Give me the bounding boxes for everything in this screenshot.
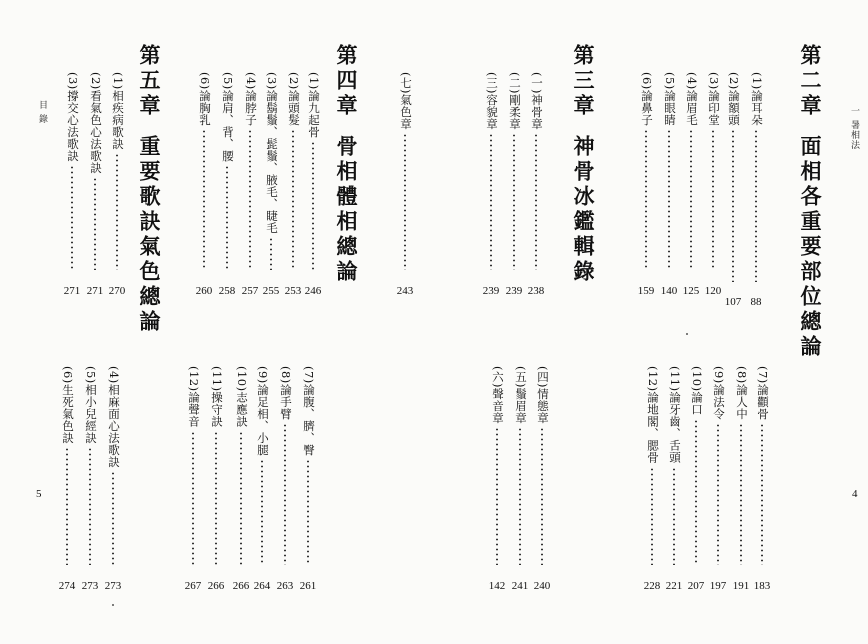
toc-entry-page: 263: [276, 580, 294, 592]
toc-entry-label: (七)氣色章: [399, 72, 413, 130]
toc-entry-page: 258: [218, 285, 236, 297]
toc-entry-page: 197: [709, 580, 727, 592]
toc-entry-page: 273: [104, 580, 122, 592]
toc-entry-label: (6)生死氣色訣: [61, 366, 75, 444]
toc-entry-label: (五)鬚眉章: [514, 366, 528, 424]
toc-entry-label: (4)論脖子: [244, 72, 258, 126]
toc-leader-dots: [404, 133, 406, 270]
toc-leader-dots: [270, 237, 272, 270]
toc-entry-page: 246: [304, 285, 322, 297]
toc-leader-dots: [292, 129, 294, 270]
page-number-left: 5: [36, 488, 42, 500]
toc-entry-page: 241: [511, 580, 529, 592]
toc-leader-dots: [761, 423, 763, 565]
toc-leader-dots: [94, 177, 96, 270]
toc-entry-page: 274: [58, 580, 76, 592]
toc-leader-dots: [732, 129, 734, 282]
chapter-heading: 面相各重要部位總論: [798, 135, 823, 360]
toc-leader-dots: [541, 427, 543, 565]
toc-entry-page: 120: [704, 285, 722, 297]
toc-entry-label: (9)論法令: [712, 366, 726, 420]
chapter-title: [573, 44, 594, 285]
toc-entry-label: (2)看氣色心法歌訣: [89, 72, 103, 174]
toc-entry-label: (六)聲音章: [491, 366, 505, 424]
toc-entry-label: (11)論牙齒、舌頭: [668, 366, 682, 464]
toc-entry-page: 238: [527, 285, 545, 297]
toc-entry-label: (3)論鬍鬚、髭鬚、腋毛、睫毛: [265, 72, 279, 234]
toc-leader-dots: [284, 423, 286, 565]
toc-leader-dots: [240, 431, 242, 565]
toc-entry-page: 266: [207, 580, 225, 592]
toc-entry-label: (3)撐交心法歌訣: [66, 72, 80, 162]
toc-entry-label: (12)論聲音: [187, 366, 201, 428]
toc-leader-dots: [519, 427, 521, 565]
toc-leader-dots: [249, 129, 251, 270]
toc-leader-dots: [673, 467, 675, 565]
toc-entry-page: 266: [232, 580, 250, 592]
toc-entry-page: 255: [262, 285, 280, 297]
toc-entry-page: 183: [753, 580, 771, 592]
toc-entry-label: (8)論人中: [735, 366, 749, 420]
toc-entry-page: 264: [253, 580, 271, 592]
toc-entry-page: 273: [81, 580, 99, 592]
toc-entry-label: (7)論顴骨: [756, 366, 770, 420]
toc-entry-label: (6)論鼻子: [640, 72, 654, 126]
toc-entry-label: (5)相小兒經訣: [84, 366, 98, 444]
chapter-number: 第五章: [137, 44, 162, 119]
toc-entry-page: 191: [732, 580, 750, 592]
toc-entry-label: (4)相麻面心法歌訣: [107, 366, 121, 468]
toc-entry-label: (1)論九起骨: [307, 72, 321, 138]
toc-leader-dots: [690, 129, 692, 270]
toc-entry-label: (5)論肩、背、腰: [221, 72, 235, 162]
toc-entry-page: 125: [682, 285, 700, 297]
toc-leader-dots: [192, 431, 194, 565]
toc-entry-label: (11)操守訣: [210, 366, 224, 428]
toc-entry-page: 261: [299, 580, 317, 592]
toc-entry-page: 221: [665, 580, 683, 592]
toc-leader-dots: [668, 129, 670, 270]
toc-entry-label: (一)神骨章: [530, 72, 544, 130]
toc-entry-page: 207: [687, 580, 705, 592]
toc-entry-page: 243: [396, 285, 414, 297]
chapter-heading: 神骨冰鑑輯錄: [571, 135, 596, 285]
chapter-heading: 骨相體相總論: [334, 135, 359, 285]
chapter-title: [800, 44, 821, 360]
toc-entry-page: 142: [488, 580, 506, 592]
toc-entry-label: (1)相疾病歌訣: [111, 72, 125, 150]
toc-entry-page: 240: [533, 580, 551, 592]
scan-speck: [112, 604, 114, 606]
toc-leader-dots: [312, 141, 314, 270]
toc-entry-label: (10)志應訣: [235, 366, 249, 428]
toc-entry-label: (6)論胸乳: [198, 72, 212, 126]
toc-entry-label: (1)論耳朵: [750, 72, 764, 126]
toc-entry-page: 239: [482, 285, 500, 297]
toc-entry-page: 159: [637, 285, 655, 297]
chapter-title: [139, 44, 160, 335]
toc-entry-label: (5)論眼睛: [663, 72, 677, 126]
toc-entry-label: (二)剛柔章: [508, 72, 522, 130]
toc-leader-dots: [712, 129, 714, 270]
toc-leader-dots: [490, 133, 492, 270]
toc-entry-label: (9)論足相、小腿: [256, 366, 270, 456]
toc-entry-label: (2)論頭髮: [287, 72, 301, 126]
toc-leader-dots: [261, 459, 263, 565]
toc-leader-dots: [112, 471, 114, 565]
chapter-title: [336, 44, 357, 285]
toc-entry-page: 270: [108, 285, 126, 297]
toc-entry-label: (三)容貌章: [485, 72, 499, 130]
toc-leader-dots: [695, 419, 697, 565]
toc-leader-dots: [645, 129, 647, 270]
toc-entry-page: 260: [195, 285, 213, 297]
scan-speck: [686, 333, 688, 335]
toc-entry-page: 271: [86, 285, 104, 297]
running-header-right: 一 暑相法: [849, 106, 859, 150]
toc-entry-label: (10)論口: [690, 366, 704, 416]
toc-leader-dots: [717, 423, 719, 565]
toc-entry-page: 228: [643, 580, 661, 592]
toc-leader-dots: [496, 427, 498, 565]
page-number-right: 4: [852, 488, 858, 500]
toc-leader-dots: [535, 133, 537, 270]
chapter-number: 第四章: [334, 44, 359, 119]
toc-entry-page: 88: [750, 296, 762, 308]
toc-entry-page: 257: [241, 285, 259, 297]
toc-entry-page: 267: [184, 580, 202, 592]
toc-entry-page: 271: [63, 285, 81, 297]
toc-entry-page: 253: [284, 285, 302, 297]
toc-entry-label: (2)論額頭: [727, 72, 741, 126]
toc-leader-dots: [307, 459, 309, 565]
toc-leader-dots: [215, 431, 217, 565]
toc-entry-label: (8)論手臂: [279, 366, 293, 420]
toc-entry-page: 239: [505, 285, 523, 297]
toc-leader-dots: [66, 447, 68, 565]
toc-leader-dots: [513, 133, 515, 270]
toc-entry-label: (12)論地閣、腮骨: [646, 366, 660, 464]
toc-leader-dots: [740, 423, 742, 565]
toc-leader-dots: [755, 129, 757, 282]
toc-leader-dots: [89, 447, 91, 565]
toc-leader-dots: [651, 467, 653, 565]
toc-leader-dots: [226, 165, 228, 270]
toc-entry-label: (3)論印堂: [707, 72, 721, 126]
toc-leader-dots: [203, 129, 205, 270]
chapter-heading: 重要歌訣氣色總論: [137, 135, 162, 335]
toc-leader-dots: [71, 165, 73, 270]
chapter-number: 第二章: [798, 44, 823, 119]
toc-entry-page: 107: [724, 296, 742, 308]
chapter-number: 第三章: [571, 44, 596, 119]
toc-entry-label: (四)情態章: [536, 366, 550, 424]
toc-entry-label: (4)論眉毛: [685, 72, 699, 126]
running-header-left: 目 錄: [37, 100, 47, 124]
toc-entry-page: 140: [660, 285, 678, 297]
toc-leader-dots: [116, 153, 118, 270]
toc-entry-label: (7)論腹、臍、臀: [302, 366, 316, 456]
